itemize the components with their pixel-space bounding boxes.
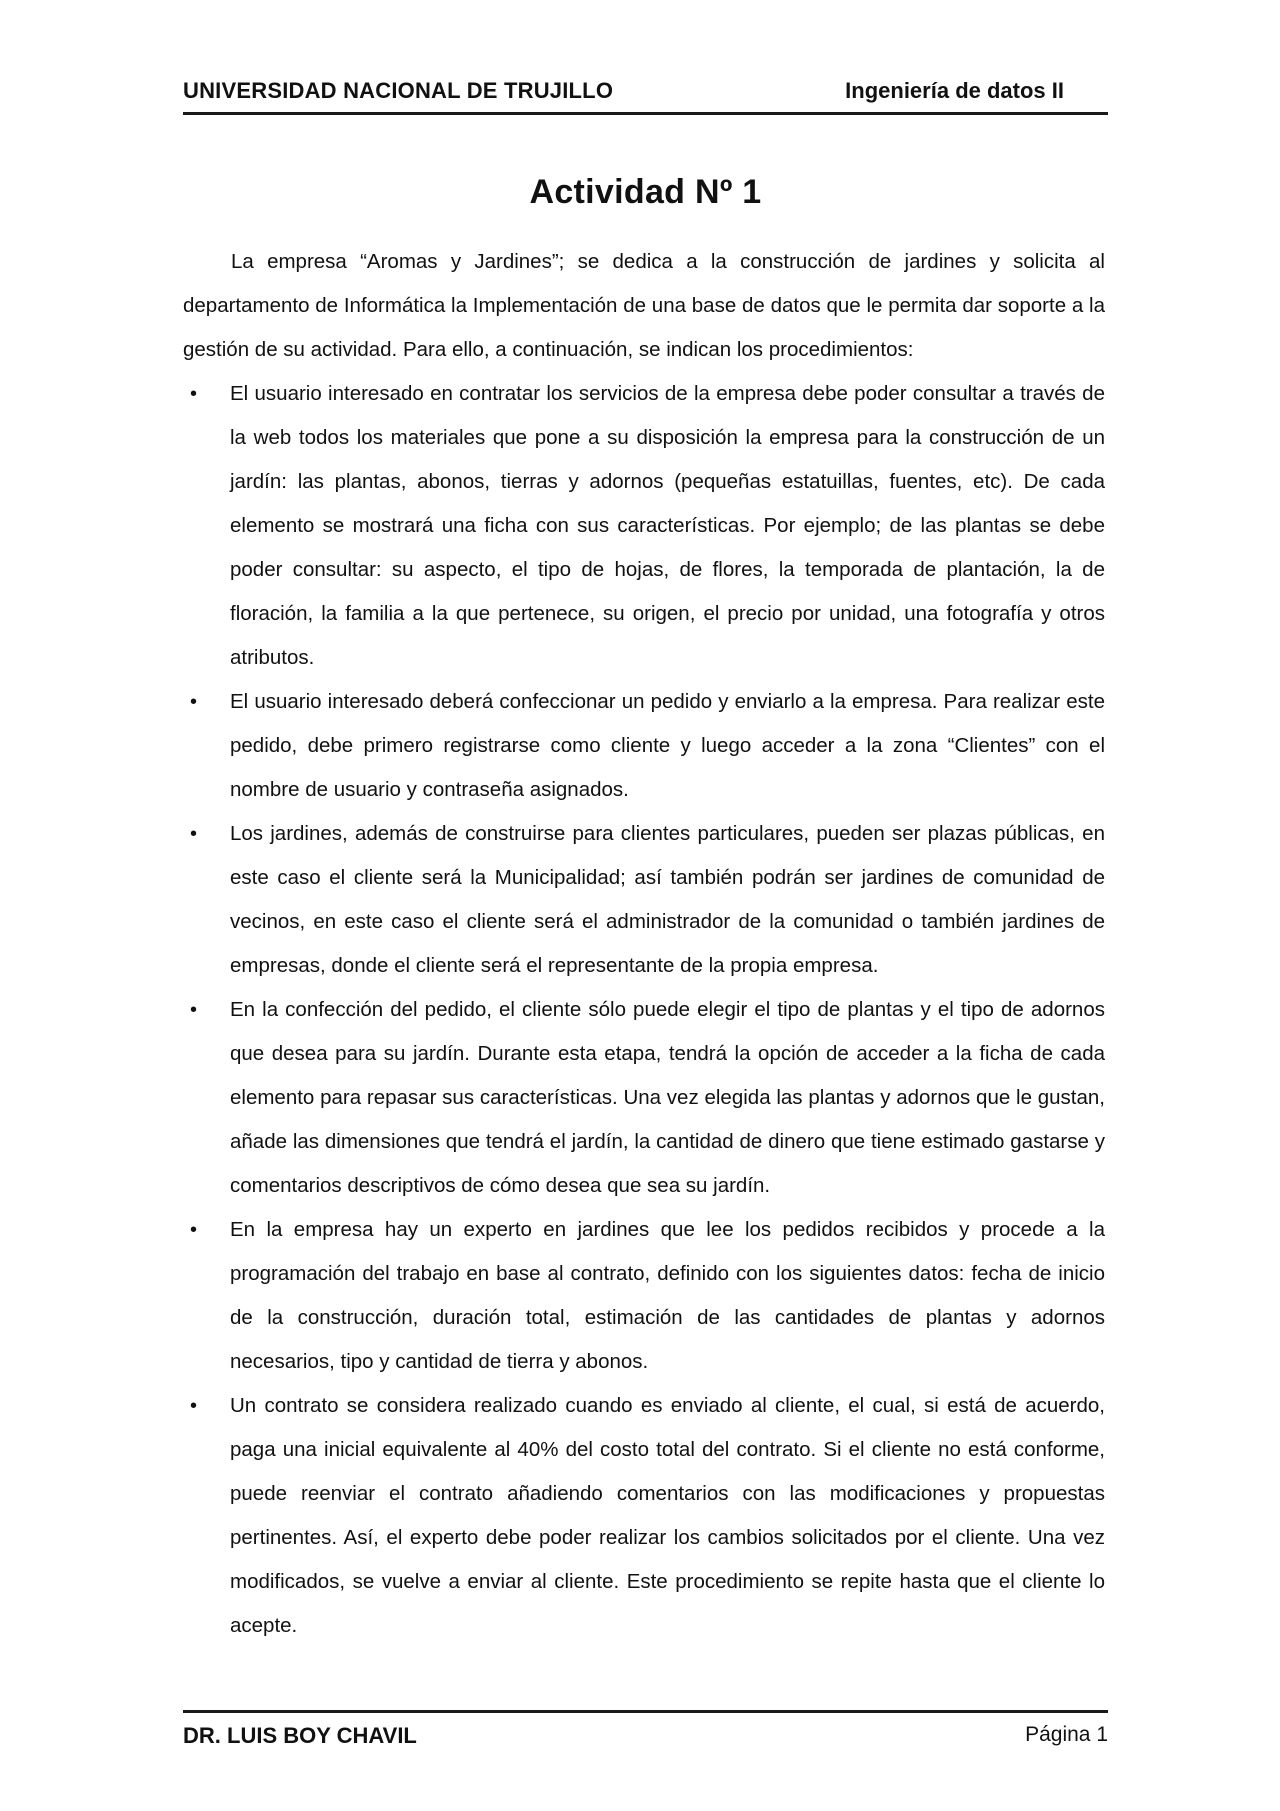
list-item-text: Los jardines, además de construirse para clientes particulares, pueden ser plazas públicas, en este caso el cliente será la Municipalidad; así también podrán ser jardines de comunidad de vecinos, en este caso el cliente será el administrador de la comunidad o también jardines de empresas, donde el cliente será el representante de la propia empresa. — [230, 822, 1105, 977]
page-number: Página 1 — [1025, 1723, 1108, 1746]
page-footer — [183, 1710, 1108, 1753]
list-item-text: El usuario interesado en contratar los servicios de la empresa debe poder consultar a través de la web todos los materiales que pone a su disposición la empresa para la construcción de un jardín: las plantas, abonos, tierras y adornos (pequeñas estatuillas, fuentes, etc). De cada elemento se mostrará una ficha con sus características. Por ejemplo; de las plantas se debe poder consultar: su aspecto, el tipo de hojas, de flores, la temporada de plantación, la de floración, la familia a la que pertenece, su origen, el precio por unidad, una fotografía y otros atributos. — [230, 382, 1105, 669]
bullet-icon: • — [190, 1395, 198, 1417]
list-item — [190, 812, 1105, 988]
list-item-text: El usuario interesado deberá confeccionar un pedido y enviarlo a la empresa. Para realizar este pedido, debe primero registrarse como cliente y luego acceder a la zona “Clientes” con el nombre de usuario y contraseña asignados. — [230, 690, 1105, 801]
course-name: Ingeniería de datos II — [845, 78, 1064, 103]
bullet-icon: • — [190, 1219, 198, 1241]
list-item-text: En la empresa hay un experto en jardines que lee los pedidos recibidos y procede a la programación del trabajo en base al contrato, definido con los siguientes datos: fecha de inicio de la construcción, duración total, estimación de las cantidades de plantas y adornos necesarios, tipo y cantidad de tierra y abonos. — [230, 1218, 1105, 1373]
bullet-icon: • — [190, 999, 198, 1021]
bullet-icon: • — [190, 383, 198, 405]
document-title: Actividad Nº 1 — [529, 173, 762, 211]
document-body — [183, 240, 1105, 1648]
intro-paragraph: La empresa “Aromas y Jardines”; se dedica a la construcción de jardines y solicita al departamento de Informática la Implementación de una base de datos que le permita dar soporte a la gestión de su actividad. Para ello, a continuación, se indican los procedimientos: — [183, 250, 1105, 361]
author-name: DR. LUIS BOY CHAVIL — [183, 1723, 417, 1748]
list-item — [190, 1384, 1105, 1648]
university-name: UNIVERSIDAD NACIONAL DE TRUJILLO — [183, 78, 614, 103]
list-item-text: Un contrato se considera realizado cuando es enviado al cliente, el cual, si está de acuerdo, paga una inicial equivalente al 40% del costo total del contrato. Si el cliente no está conforme, puede reenviar el contrato añadiendo comentarios con las modificaciones y propuestas pertinentes. Así, el experto debe poder realizar los cambios solicitados por el cliente. Una vez modificados, se vuelve a enviar al cliente. Este procedimiento se repite hasta que el cliente lo acepte. — [230, 1394, 1105, 1637]
procedure-list — [183, 372, 1105, 1648]
list-item-text: En la confección del pedido, el cliente sólo puede elegir el tipo de plantas y el tipo de adornos que desea para su jardín. Durante esta etapa, tendrá la opción de acceder a la ficha de cada elemento para repasar sus características. Una vez elegida las plantas y adornos que le gustan, añade las dimensiones que tendrá el jardín, la cantidad de dinero que tiene estimado gastarse y comentarios descriptivos de cómo desea que sea su jardín. — [230, 998, 1105, 1197]
list-item — [190, 372, 1105, 680]
bullet-icon: • — [190, 691, 198, 713]
list-item — [190, 988, 1105, 1208]
list-item — [190, 1208, 1105, 1384]
list-item — [190, 680, 1105, 812]
bullet-icon: • — [190, 823, 198, 845]
page-header — [183, 78, 1108, 115]
